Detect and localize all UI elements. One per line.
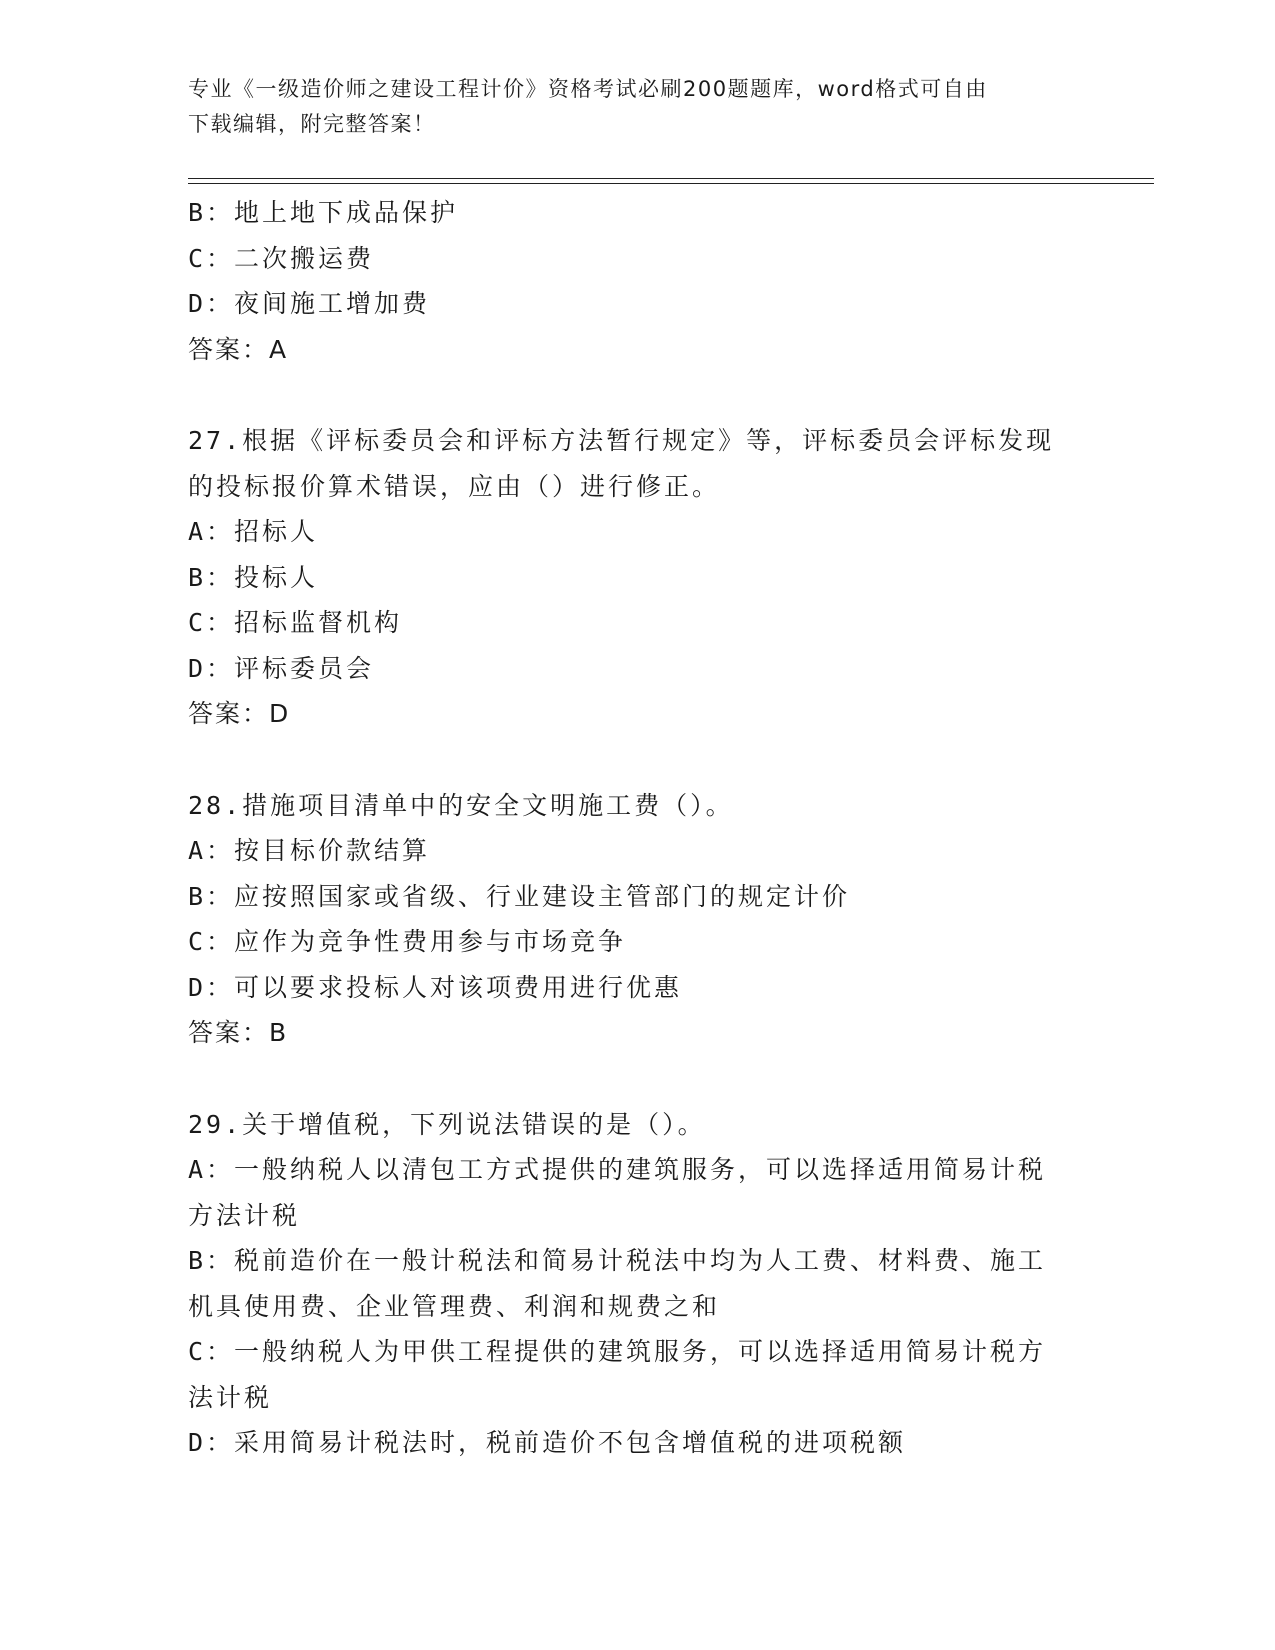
- question-stem-line-1: 28.措施项目清单中的安全文明施工费（）。: [188, 790, 734, 820]
- document-header: [188, 72, 1068, 142]
- question-content: [188, 190, 1068, 1466]
- option-a-line-2: 方法计税: [188, 1200, 301, 1230]
- option-b-line-2: 机具使用费、企业管理费、利润和规费之和: [188, 1291, 721, 1321]
- answer-label: 答案：D: [188, 699, 291, 728]
- question-27: [188, 418, 1068, 737]
- header-line-2: 下载编辑，附完整答案！: [188, 112, 436, 136]
- answer-label: 答案：A: [188, 334, 289, 364]
- option-d: D：可以要求投标人对该项费用进行优惠: [188, 972, 683, 1002]
- question-26-continued: [188, 190, 1068, 372]
- option-a-line-1: A：一般纳税人以清包工方式提供的建筑服务，可以选择适用简易计税: [188, 1155, 1047, 1184]
- option-a: A：招标人: [188, 517, 319, 546]
- answer-label: 答案：B: [188, 1018, 289, 1047]
- spacer: [188, 737, 1068, 783]
- spacer: [188, 372, 1068, 418]
- option-c: C：招标监督机构: [188, 608, 403, 637]
- option-b: B：应按照国家或省级、行业建设主管部门的规定计价: [188, 881, 851, 911]
- option-b-line-1: B：税前造价在一般计税法和简易计税法中均为人工费、材料费、施工: [188, 1246, 1047, 1275]
- option-c: C：应作为竞争性费用参与市场竞争: [188, 927, 627, 956]
- header-rule-top: [188, 178, 1154, 179]
- option-b: B：地上地下成品保护: [188, 198, 459, 227]
- question-stem-line-2: 的投标报价算术错误，应由（）进行修正。: [188, 471, 721, 501]
- option-c-line-2: 法计税: [188, 1382, 273, 1412]
- header-rule-bottom: [188, 183, 1154, 184]
- option-d: D：评标委员会: [188, 653, 375, 683]
- option-c: C：二次搬运费: [188, 243, 375, 273]
- question-29: [188, 1102, 1068, 1466]
- option-a: A：按目标价款结算: [188, 836, 431, 865]
- header-line-1: 专业《一级造价师之建设工程计价》资格考试必刷200题题库，word格式可自由: [188, 77, 988, 101]
- question-stem-line-1: 27.根据《评标委员会和评标方法暂行规定》等，评标委员会评标发现: [188, 426, 1055, 455]
- spacer: [188, 1056, 1068, 1102]
- option-c-line-1: C：一般纳税人为甲供工程提供的建筑服务，可以选择适用简易计税方: [188, 1337, 1047, 1366]
- option-d: D：夜间施工增加费: [188, 289, 431, 318]
- question-stem-line-1: 29.关于增值税，下列说法错误的是（）。: [188, 1109, 706, 1139]
- option-b: B：投标人: [188, 562, 319, 592]
- option-d: D：采用简易计税法时，税前造价不包含增值税的进项税额: [188, 1428, 907, 1457]
- question-28: [188, 783, 1068, 1056]
